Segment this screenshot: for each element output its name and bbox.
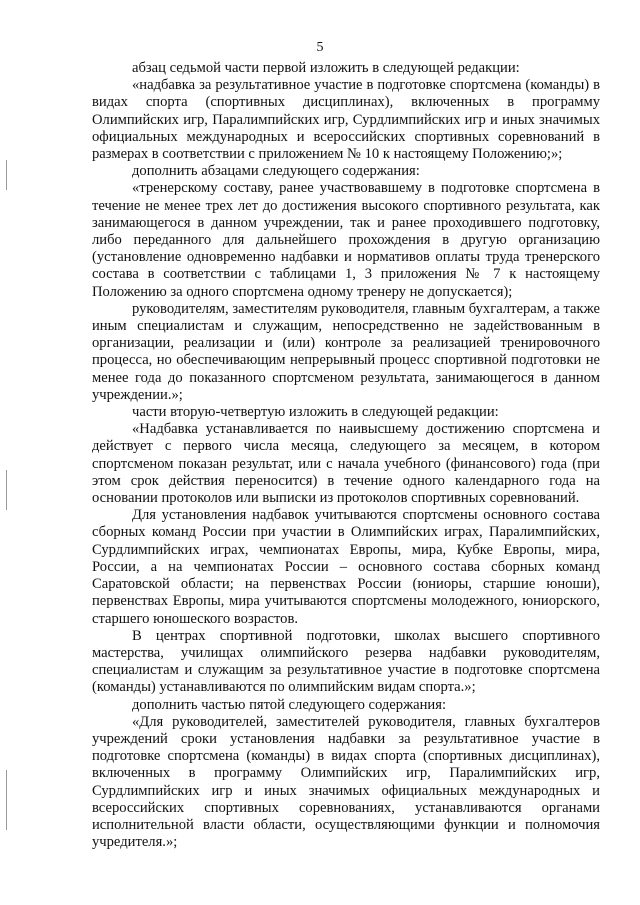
paragraph: части вторую-четвертую изложить в следующей редакции: (132, 404, 499, 421)
paragraph: «надбавка за результативное участие в подготовке спортсмена (команды) в видах спорта (спортивных дисциплинах), включенных в программу Олимпийских игр, Паралимпийских игр, Сурдлимпийских игр и иных значимых официальных международных и всероссийских спортивных соревнований в размерах в соответствии с приложением № 10 к настоящему Положению;»; (92, 77, 600, 163)
paragraph: дополнить частью пятой следующего содержания: (132, 696, 447, 713)
paragraph: абзац седьмой части первой изложить в следующей редакции: (132, 60, 520, 76)
paragraph: Для установления надбавок учитываются спортсмены основного состава сборных команд России при участии в Олимпийских играх, Паралимпийских, Сурдлимпийских играх, чемпионатах Европы, мира, Кубке Европы, мира, России, а на чемпионатах России – основного состава сборных команд Саратовской области; на первенствах России (юниоры, старшие юноши), первенствах Европы, мира учитываются спортсмены молодежного, юниорского, старшего юношеского возрастов. (92, 507, 600, 627)
paragraph: «Надбавка устанавливается по наивысшему достижению спортсмена и действует с первого числа месяца, следующего за месяцем, в котором спортсменом показан результат, или с начала учебного (финансового) года (при этом срок действия переносится) в течение одного календарного года на основании протоколов или выписки из протоколов спортивных соревнований. (92, 421, 600, 507)
paragraph: руководителям, заместителям руководителя, главным бухгалтерам, а также иным специалистам и служащим, непосредственно не задействованным в организации, реализации и (или) контроле за реализацией тренировочного процесса, но обеспечивающим непрерывный процесс спортивной подготовки не менее года до показанного спортсменом результата, занимающегося в данном учреждении.»; (92, 300, 600, 403)
paragraph: дополнить абзацами следующего содержания: (132, 163, 420, 180)
scan-edge-mark (6, 160, 7, 190)
scan-edge-mark (6, 770, 7, 830)
scan-edge-mark (6, 470, 7, 510)
paragraph: «тренерскому составу, ранее участвовавшему в подготовке спортсмена в течение не менее трех лет до достижения высокого спортивного результата, как занимающегося в данном учреждении, так и ранее проходившего подготовку, либо переданного для дальнейшего прохождения в другую организацию (установление одновременно надбавки и нормативов оплаты труда тренерского состава в соответствии с таблицами 1, 3 приложения № 7 к настоящему Положению за одного спортсмена одному тренеру не допускается); (92, 180, 600, 300)
page-number: 5 (316, 40, 324, 55)
paragraph: В центрах спортивной подготовки, школах высшего спортивного мастерства, училищах олимпийского резерва надбавки руководителям, специалистам и служащим за результативное участие в подготовке спортсмена (команды) устанавливаются по олимпийским видам спорта.»; (92, 627, 600, 696)
document-body (92, 60, 600, 851)
paragraph: «Для руководителей, заместителей руководителя, главных бухгалтеров учреждений сроки установления надбавки за результативное участие в подготовке спортсмена (команды) в видах спорта (спортивных дисциплинах), включенных в программу Олимпийских игр, Паралимпийских игр, Сурдлимпийских игр и иных значимых официальных международных и всероссийских спортивных соревнованиях, устанавливаются органами исполнительной власти области, осуществляющими функции и полномочия учредителя.»; (92, 713, 600, 851)
